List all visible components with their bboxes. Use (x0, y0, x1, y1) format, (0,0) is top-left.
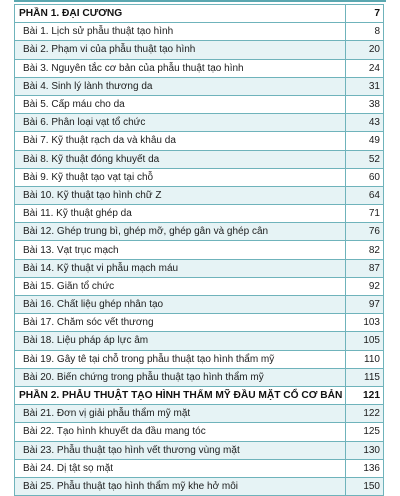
toc-entry-title: Bài 14. Kỹ thuật vi phẫu mạch máu (15, 259, 346, 277)
toc-lesson-row (15, 241, 384, 259)
toc-entry-title: Bài 8. Kỹ thuật đóng khuyết da (15, 150, 346, 168)
toc-entry-page: 60 (346, 168, 384, 186)
toc-lesson-row (15, 423, 384, 441)
toc-entry-page: 71 (346, 205, 384, 223)
toc-lesson-row (15, 132, 384, 150)
toc-entry-title: PHẦN 2. PHẪU THUẬT TẠO HÌNH THẨM MỸ ĐẦU MẶT CỔ CƠ BẢN (15, 386, 346, 404)
toc-lesson-row (15, 114, 384, 132)
toc-entry-title: Bài 11. Kỹ thuật ghép da (15, 205, 346, 223)
toc-lesson-row (15, 223, 384, 241)
toc-section-row (15, 386, 384, 404)
toc-entry-page: 136 (346, 459, 384, 477)
toc-entry-title: PHẦN 1. ĐẠI CƯƠNG (15, 5, 346, 23)
toc-lesson-row (15, 150, 384, 168)
toc-lesson-row (15, 41, 384, 59)
table-of-contents (14, 4, 384, 496)
toc-lesson-row (15, 459, 384, 477)
toc-entry-page: 82 (346, 241, 384, 259)
toc-entry-title: Bài 2. Phạm vi của phẫu thuật tạo hình (15, 41, 346, 59)
toc-entry-page: 31 (346, 77, 384, 95)
toc-entry-page: 125 (346, 423, 384, 441)
toc-entry-title: Bài 19. Gây tê tại chỗ trong phẫu thuật tạo hình thẩm mỹ (15, 350, 346, 368)
toc-lesson-row (15, 259, 384, 277)
toc-entry-page: 20 (346, 41, 384, 59)
toc-entry-page: 103 (346, 314, 384, 332)
toc-lesson-row (15, 77, 384, 95)
toc-lesson-row (15, 405, 384, 423)
toc-lesson-row (15, 350, 384, 368)
toc-lesson-row (15, 186, 384, 204)
toc-entry-title: Bài 1. Lịch sử phẫu thuật tạo hình (15, 23, 346, 41)
toc-entry-title: Bài 5. Cấp máu cho da (15, 95, 346, 113)
toc-entry-page: 130 (346, 441, 384, 459)
toc-lesson-row (15, 477, 384, 495)
toc-entry-page: 87 (346, 259, 384, 277)
toc-lesson-row (15, 296, 384, 314)
toc-entry-page: 64 (346, 186, 384, 204)
toc-entry-page: 92 (346, 277, 384, 295)
toc-lesson-row (15, 368, 384, 386)
toc-lesson-row (15, 205, 384, 223)
toc-entry-page: 150 (346, 477, 384, 495)
toc-lesson-row (15, 332, 384, 350)
toc-entry-page: 49 (346, 132, 384, 150)
toc-entry-title: Bài 20. Biến chứng trong phẫu thuật tạo hình thẩm mỹ (15, 368, 346, 386)
toc-lesson-row (15, 314, 384, 332)
toc-entry-title: Bài 24. Dị tật sọ mặt (15, 459, 346, 477)
toc-entry-title: Bài 16. Chất liệu ghép nhân tạo (15, 296, 346, 314)
toc-entry-title: Bài 12. Ghép trung bì, ghép mỡ, ghép gân và ghép cân (15, 223, 346, 241)
toc-entry-title: Bài 18. Liệu pháp áp lực âm (15, 332, 346, 350)
toc-entry-page: 105 (346, 332, 384, 350)
toc-lesson-row (15, 95, 384, 113)
toc-lesson-row (15, 441, 384, 459)
toc-entry-title: Bài 3. Nguyên tắc cơ bản của phẫu thuật tạo hình (15, 59, 346, 77)
toc-lesson-row (15, 168, 384, 186)
toc-body (15, 5, 384, 496)
top-rule (14, 0, 386, 2)
toc-lesson-row (15, 277, 384, 295)
toc-entry-page: 115 (346, 368, 384, 386)
toc-entry-page: 52 (346, 150, 384, 168)
toc-entry-title: Bài 4. Sinh lý lành thương da (15, 77, 346, 95)
toc-entry-page: 43 (346, 114, 384, 132)
toc-entry-page: 38 (346, 95, 384, 113)
toc-entry-title: Bài 10. Kỹ thuật tạo hình chữ Z (15, 186, 346, 204)
toc-entry-page: 76 (346, 223, 384, 241)
toc-entry-title: Bài 6. Phân loại vạt tổ chức (15, 114, 346, 132)
toc-entry-title: Bài 22. Tạo hình khuyết da đầu mang tóc (15, 423, 346, 441)
toc-entry-title: Bài 7. Kỹ thuật rạch da và khâu da (15, 132, 346, 150)
toc-entry-page: 97 (346, 296, 384, 314)
toc-entry-title: Bài 17. Chăm sóc vết thương (15, 314, 346, 332)
toc-entry-page: 24 (346, 59, 384, 77)
toc-section-row (15, 5, 384, 23)
toc-entry-title: Bài 23. Phẫu thuật tạo hình vết thương vùng mặt (15, 441, 346, 459)
toc-entry-page: 110 (346, 350, 384, 368)
toc-entry-page: 8 (346, 23, 384, 41)
toc-entry-page: 121 (346, 386, 384, 404)
toc-entry-title: Bài 21. Đơn vị giải phẫu thẩm mỹ mặt (15, 405, 346, 423)
toc-lesson-row (15, 23, 384, 41)
toc-entry-page: 7 (346, 5, 384, 23)
toc-entry-title: Bài 9. Kỹ thuật tạo vạt tại chỗ (15, 168, 346, 186)
toc-entry-page: 122 (346, 405, 384, 423)
toc-entry-title: Bài 13. Vạt trục mạch (15, 241, 346, 259)
toc-entry-title: Bài 25. Phẫu thuật tạo hình thẩm mỹ khe hở môi (15, 477, 346, 495)
toc-entry-title: Bài 15. Giãn tổ chức (15, 277, 346, 295)
toc-lesson-row (15, 59, 384, 77)
